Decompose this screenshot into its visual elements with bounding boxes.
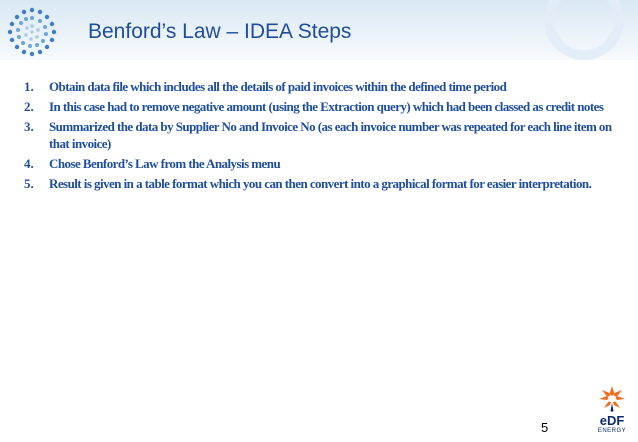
edf-subtitle-text: ENERGY <box>597 428 627 434</box>
dotted-circle-logo-icon <box>4 4 60 60</box>
step-number: 1. <box>24 79 34 94</box>
list-item <box>24 118 614 152</box>
edf-brand-text: eDF <box>599 413 625 428</box>
step-number: 4. <box>24 156 34 171</box>
step-text: Chose Benford’s Law from the Analysis menu <box>49 156 281 171</box>
list-item <box>24 78 614 95</box>
step-text: In this case had to remove negative amount (using the Extraction query) which had been classed as credit notes <box>49 99 604 114</box>
list-item <box>24 98 614 115</box>
steps-list <box>24 78 614 195</box>
list-item <box>24 155 614 172</box>
edf-flower-icon <box>598 384 626 414</box>
list-item <box>24 175 614 192</box>
page-number: 5 <box>541 420 549 435</box>
step-text: Summarized the data by Supplier No and Invoice No (as each invoice number was repeated for each line item on that invoice) <box>49 119 612 151</box>
step-text: Result is given in a table format which you can then convert into a graphical format for easier interpretation. <box>49 176 592 191</box>
step-number: 3. <box>24 119 34 134</box>
step-number: 5. <box>24 176 34 191</box>
step-number: 2. <box>24 99 34 114</box>
edf-energy-logo <box>592 384 632 438</box>
step-text: Obtain data file which includes all the details of paid invoices within the defined time period <box>49 79 507 94</box>
slide-title: Benford’s Law – IDEA Steps <box>88 20 352 43</box>
